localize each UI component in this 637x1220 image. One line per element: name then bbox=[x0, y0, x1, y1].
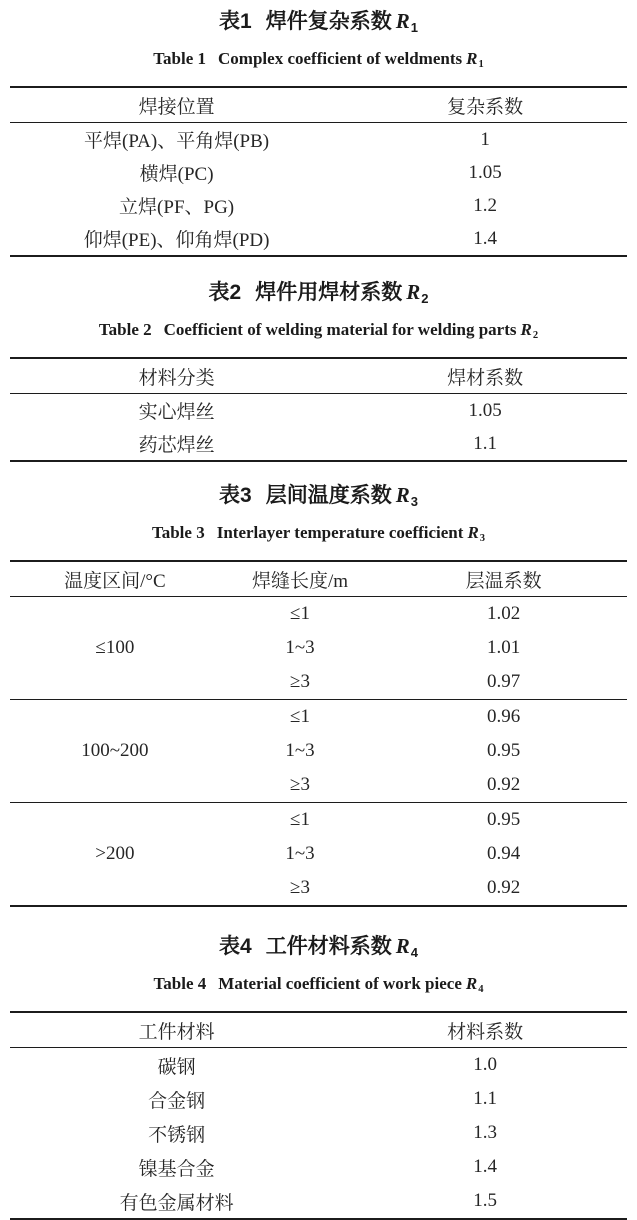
table-row bbox=[220, 837, 627, 871]
table-cell: 0.95 bbox=[486, 740, 521, 761]
table4-number-en: Table 4 bbox=[153, 974, 207, 993]
table4-symbol-en: R4 bbox=[465, 974, 484, 995]
table-cell: 1.5 bbox=[473, 1190, 497, 1211]
table1-header-row bbox=[10, 88, 627, 123]
table-cell: ≥3 bbox=[290, 671, 310, 692]
table-cell: 1~3 bbox=[285, 637, 315, 658]
table3-title-zh-text: 层间温度系数 bbox=[265, 484, 392, 507]
table2-section bbox=[10, 277, 627, 462]
table4 bbox=[10, 1011, 627, 1220]
table-row bbox=[10, 394, 627, 427]
table-cell: 0.92 bbox=[486, 774, 521, 795]
table-cell: 1.0 bbox=[473, 1054, 497, 1075]
table4-section bbox=[10, 931, 627, 1220]
table-cell: 1.4 bbox=[473, 1156, 497, 1177]
table3-group-rows bbox=[220, 803, 627, 905]
table-cell: 0.96 bbox=[486, 706, 521, 727]
table-row bbox=[10, 1184, 627, 1218]
table-cell: 不锈钢 bbox=[148, 1124, 206, 1146]
table3-caption-zh bbox=[10, 480, 627, 513]
table-row bbox=[220, 700, 627, 734]
table4-header-col2: 材料系数 bbox=[447, 1021, 524, 1043]
table-cell: 镍基合金 bbox=[138, 1158, 215, 1180]
table-cell: 实心焊丝 bbox=[138, 402, 215, 423]
table2-header-row bbox=[10, 359, 627, 394]
table4-title-zh-text: 工件材料系数 bbox=[265, 935, 392, 958]
table1-title-en-text: Complex coefficient of weldments bbox=[218, 49, 463, 68]
table-cell: 有色金属材料 bbox=[119, 1192, 234, 1214]
table2-number-en: Table 2 bbox=[98, 320, 152, 339]
table3-header-col2: 焊缝长度/m bbox=[251, 570, 348, 592]
table-cell: ≥3 bbox=[290, 877, 310, 898]
table3-header-col3: 层温系数 bbox=[465, 570, 542, 592]
table1 bbox=[10, 86, 627, 257]
table-row bbox=[220, 803, 627, 837]
table-cell: ≥3 bbox=[290, 774, 310, 795]
table4-title-en-text: Material coefficient of work piece bbox=[218, 974, 462, 993]
table4-caption-zh bbox=[10, 931, 627, 964]
table-cell: ≤1 bbox=[290, 809, 310, 830]
table4-header-row bbox=[10, 1013, 627, 1048]
table2-caption-en bbox=[10, 318, 627, 345]
table3-caption-en bbox=[10, 521, 627, 548]
table-cell: 平焊(PA)、平角焊(PB) bbox=[84, 131, 270, 152]
table3-number-en: Table 3 bbox=[151, 523, 205, 542]
table3-group-low bbox=[10, 597, 627, 700]
table4-header-col1: 工件材料 bbox=[138, 1021, 215, 1043]
table-cell: 1.1 bbox=[473, 432, 497, 454]
table2 bbox=[10, 357, 627, 462]
table2-title-en-text: Coefficient of welding material for welding parts bbox=[163, 320, 517, 339]
table1-title-zh-text: 焊件复杂系数 bbox=[265, 10, 392, 33]
table4-caption-en bbox=[10, 972, 627, 999]
table1-section bbox=[10, 6, 627, 257]
table2-header-col2: 焊材系数 bbox=[447, 367, 524, 389]
table-row bbox=[220, 871, 627, 905]
table4-symbol-zh: R4 bbox=[395, 934, 418, 960]
table3-title-en-text: Interlayer temperature coefficient bbox=[216, 523, 464, 542]
table-row bbox=[220, 597, 627, 631]
table-row bbox=[10, 1082, 627, 1116]
table-cell: 1.05 bbox=[468, 161, 502, 183]
table3-range-cell: >200 bbox=[95, 843, 135, 864]
table-cell: 1.1 bbox=[473, 1088, 497, 1109]
table-cell: 药芯焊丝 bbox=[138, 435, 215, 456]
table-cell: ≤1 bbox=[290, 706, 310, 727]
table3-section bbox=[10, 480, 627, 907]
table-row bbox=[10, 427, 627, 460]
table3-group-mid bbox=[10, 700, 627, 803]
table3-number-zh: 表3 bbox=[219, 484, 252, 507]
table1-symbol-en: R1 bbox=[466, 49, 484, 70]
table-cell: 合金钢 bbox=[148, 1090, 206, 1112]
table2-title-zh-text: 焊件用焊材系数 bbox=[255, 281, 403, 304]
table3-header-col1: 温度区间/°C bbox=[64, 570, 166, 592]
table1-caption-zh bbox=[10, 6, 627, 39]
table-cell: 1~3 bbox=[285, 843, 315, 864]
table1-header-col2: 复杂系数 bbox=[447, 96, 524, 118]
table3 bbox=[10, 560, 627, 907]
table-cell: 1.01 bbox=[486, 637, 521, 658]
table2-caption-zh bbox=[10, 277, 627, 310]
table-row bbox=[220, 665, 627, 699]
table-cell: 1 bbox=[480, 128, 490, 150]
table1-number-en: Table 1 bbox=[153, 49, 207, 68]
table-cell: ≤1 bbox=[290, 603, 310, 624]
table1-symbol-zh: R1 bbox=[395, 9, 418, 35]
table-row bbox=[10, 189, 627, 222]
table-cell: 横焊(PC) bbox=[139, 164, 214, 185]
table-cell: 仰焊(PE)、仰角焊(PD) bbox=[83, 230, 270, 251]
table1-header-col1: 焊接位置 bbox=[138, 96, 215, 118]
table-cell: 0.94 bbox=[486, 843, 521, 864]
table-cell: 1~3 bbox=[285, 740, 315, 761]
table-cell: 立焊(PF、PG) bbox=[119, 197, 235, 218]
table3-group-high bbox=[10, 803, 627, 905]
table-cell: 1.2 bbox=[473, 194, 497, 216]
table-cell: 1.3 bbox=[473, 1122, 497, 1143]
table1-number-zh: 表1 bbox=[219, 10, 252, 33]
table3-symbol-zh: R3 bbox=[395, 483, 418, 509]
table-row bbox=[10, 1048, 627, 1082]
table-row bbox=[220, 734, 627, 768]
table1-caption-en bbox=[10, 47, 627, 74]
table-row bbox=[220, 631, 627, 665]
table3-range-cell: ≤100 bbox=[95, 637, 135, 658]
table3-group-rows bbox=[220, 700, 627, 802]
table-row bbox=[10, 1150, 627, 1184]
table-row bbox=[220, 768, 627, 802]
table2-number-zh: 表2 bbox=[208, 281, 242, 304]
table3-range-cell: 100~200 bbox=[81, 740, 149, 761]
table-cell: 0.92 bbox=[486, 877, 521, 898]
table-cell: 碳钢 bbox=[157, 1056, 196, 1078]
table3-group-rows bbox=[220, 597, 627, 699]
table2-symbol-en: R2 bbox=[520, 320, 539, 341]
table-row bbox=[10, 222, 627, 255]
table-cell: 1.4 bbox=[473, 227, 497, 249]
table-cell: 1.02 bbox=[486, 603, 521, 624]
table-row bbox=[10, 156, 627, 189]
table4-number-zh: 表4 bbox=[219, 935, 252, 958]
table-cell: 0.95 bbox=[486, 809, 521, 830]
table3-symbol-en: R3 bbox=[467, 523, 486, 544]
table-cell: 1.05 bbox=[468, 399, 502, 421]
table3-header-row bbox=[10, 562, 627, 597]
table-row bbox=[10, 123, 627, 156]
table-cell: 0.97 bbox=[486, 671, 521, 692]
table2-header-col1: 材料分类 bbox=[138, 367, 215, 389]
table2-symbol-zh: R2 bbox=[406, 280, 429, 306]
table-row bbox=[10, 1116, 627, 1150]
